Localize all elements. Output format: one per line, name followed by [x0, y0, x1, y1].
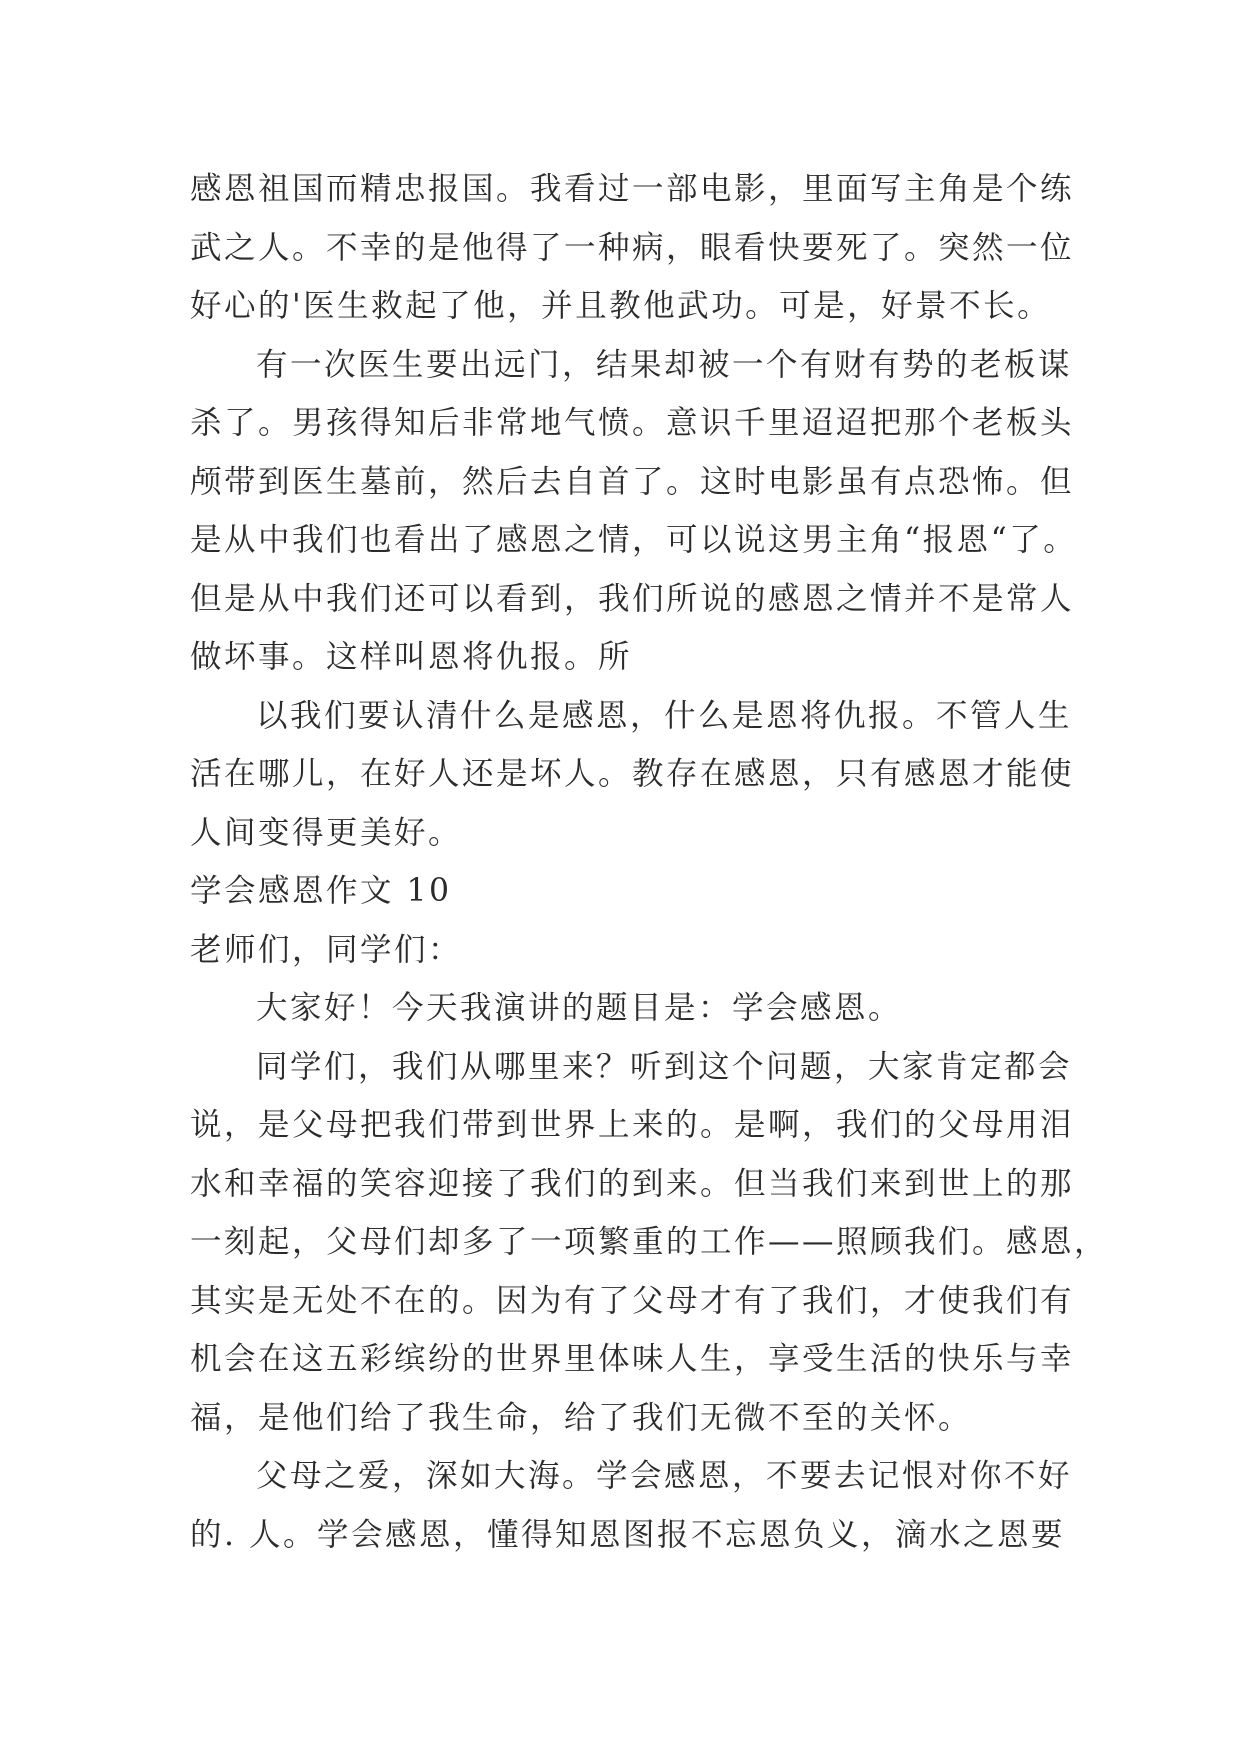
text-line: 颅带到医生墓前，然后去自首了。这时电影虽有点恐怖。但 [190, 463, 1075, 500]
text-line: 人间变得更美好。 [190, 814, 463, 851]
text-line: 父母之爱，深如大海。学会感恩，不要去记恨对你不好 [256, 1458, 1073, 1494]
text-line: 机会在这五彩缤纷的世界里体味人生，享受生活的快乐与幸 [190, 1341, 1075, 1377]
text-line: 是从中我们也看出了感恩之情，可以说这男主角“报恩“了。 [190, 522, 1078, 558]
text-line: 武之人。不幸的是他得了一种病，眼看快要死了。突然一位 [190, 229, 1075, 266]
text-line: 但是从中我们还可以看到，我们所说的感恩之情并不是常人 [190, 580, 1075, 617]
text-line: 福，是他们给了我生命，给了我们无微不至的关怀。 [190, 1399, 973, 1436]
text-line: 有一次医生要出远门，结果却被一个有财有势的老板谋 [256, 346, 1073, 383]
text-line: 老师们，同学们： [190, 931, 463, 968]
text-line: 说，是父母把我们带到世界上来的。是啊，我们的父母用泪 [190, 1107, 1075, 1143]
text-line: 活在哪儿，在好人还是坏人。教存在感恩，只有感恩才能使 [190, 756, 1075, 792]
text-line: 大家好！今天我演讲的题目是：学会感恩。 [256, 990, 903, 1026]
text-line: 学会感恩作文 10 [190, 873, 452, 909]
text-line: 水和幸福的笑容迎接了我们的到来。但当我们来到世上的那 [190, 1165, 1075, 1202]
text-line: 同学们，我们从哪里来？听到这个问题，大家肯定都会 [256, 1048, 1073, 1085]
text-line: 好心的'医生救起了他，并且教他武功。可是，好景不长。 [190, 288, 1052, 324]
text-line: 其实是无处不在的。因为有了父母才有了我们，才使我们有 [190, 1282, 1075, 1319]
text-line: 以我们要认清什么是感恩，什么是恩将仇报。不管人生 [256, 697, 1073, 734]
text-line: 做坏事。这样叫恩将仇报。所 [190, 639, 633, 675]
text-line: 感恩祖国而精忠报国。我看过一部电影，里面写主角是个练 [190, 171, 1075, 207]
text-line: 杀了。男孩得知后非常地气愤。意识千里迢迢把那个老板头 [190, 405, 1075, 441]
text-line: 一刻起，父母们却多了一项繁重的工作——照顾我们。感恩， [190, 1224, 1109, 1260]
text-line: 的. 人。学会感恩，懂得知恩图报不忘恩负义，滴水之恩要 [190, 1516, 1066, 1553]
essay-text [190, 160, 1109, 1564]
